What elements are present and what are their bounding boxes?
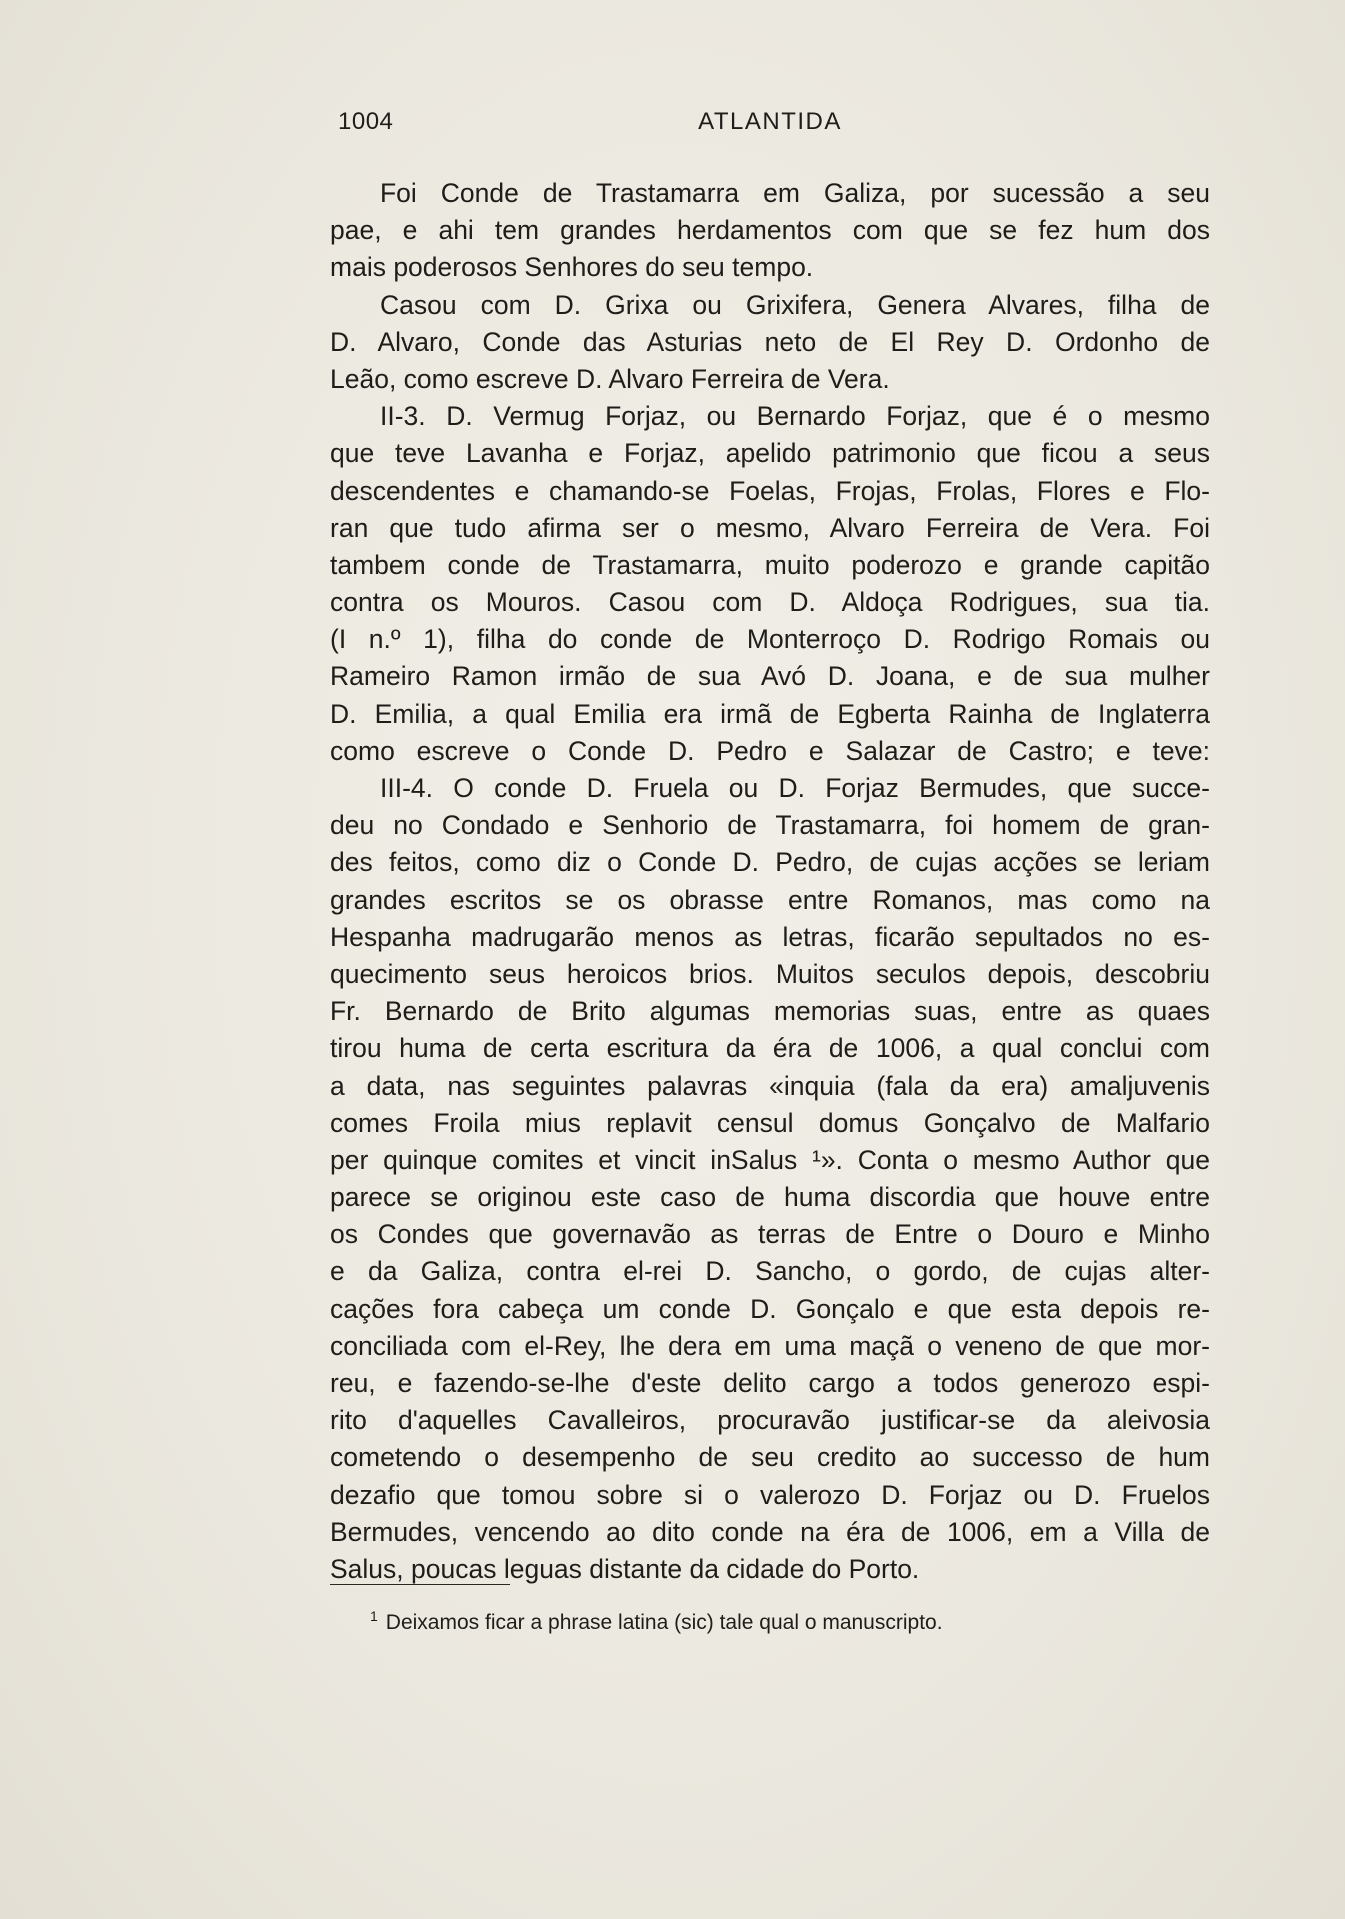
- text-line: grandes escritos se os obrasse entre Romanos, mas como na: [330, 884, 1210, 915]
- text-line: Salus, poucas leguas distante da cidade do Porto.: [330, 1553, 920, 1584]
- text-line: des feitos, como diz o Conde D. Pedro, de cujas acções se leriam: [330, 847, 1210, 878]
- text-line: que teve Lavanha e Forjaz, apelido patrimonio que ficou a seus: [330, 438, 1210, 469]
- text-line: descendentes e chamando-se Foelas, Frojas, Frolas, Flores e Flo-: [330, 475, 1210, 506]
- text-line: ran que tudo afirma ser o mesmo, Alvaro Ferreira de Vera. Foi: [330, 512, 1210, 543]
- text-line: dezafio que tomou sobre si o valerozo D. Forjaz ou D. Fruelos: [330, 1479, 1210, 1510]
- text-line: D. Emilia, a qual Emilia era irmã de Egberta Rainha de Inglaterra: [330, 698, 1210, 729]
- page-number: 1004: [338, 108, 394, 135]
- body-text: [330, 175, 1210, 1588]
- text-line: rito d'aquelles Cavalleiros, procuravão justificar-se da aleivosia: [330, 1405, 1210, 1436]
- footnote-text: Deixamos ficar a phrase latina (sic) tale qual o manuscripto.: [385, 1611, 943, 1634]
- text-line: quecimento seus heroicos brios. Muitos seculos depois, descobriu: [330, 958, 1210, 989]
- text-line: os Condes que governavão as terras de Entre o Douro e Minho: [330, 1219, 1210, 1250]
- text-line: cações fora cabeça um conde D. Gonçalo e que esta depois re-: [330, 1293, 1210, 1324]
- text-line: contra os Mouros. Casou com D. Aldoça Rodrigues, sua tia.: [330, 587, 1210, 618]
- text-line: conciliada com el-Rey, lhe dera em uma maçã o veneno de que mor-: [330, 1330, 1210, 1361]
- text-line: Fr. Bernardo de Brito algumas memorias suas, entre as quaes: [330, 996, 1210, 1027]
- text-line: tirou huma de certa escritura da éra de 1006, a qual conclui com: [330, 1033, 1210, 1064]
- text-line: tambem conde de Trastamarra, muito poderozo e grande capitão: [330, 549, 1210, 580]
- text-line: como escreve o Conde D. Pedro e Salazar de Castro; e teve:: [330, 735, 1210, 766]
- footnote-divider: [330, 1584, 510, 1585]
- text-line: parece se originou este caso de huma discordia que houve entre: [330, 1182, 1210, 1213]
- page-header: [330, 108, 1210, 142]
- text-line: per quinque comites et vincit inSalus ¹». Conta o mesmo Author que: [330, 1144, 1210, 1175]
- footnote: [370, 1602, 1210, 1637]
- text-line: reu, e fazendo-se-lhe d'este delito cargo a todos generozo espi-: [330, 1368, 1210, 1398]
- text-line: D. Alvaro, Conde das Asturias neto de El Rey D. Ordonho de: [330, 326, 1210, 357]
- text-line: cometendo o desempenho de seu credito ao successo de hum: [330, 1442, 1210, 1473]
- text-line: Leão, como escreve D. Alvaro Ferreira de Vera.: [330, 363, 890, 394]
- text-line: II-3. D. Vermug Forjaz, ou Bernardo Forjaz, que é o mesmo: [380, 401, 1210, 432]
- text-line: III-4. O conde D. Fruela ou D. Forjaz Bermudes, que succe-: [380, 773, 1210, 803]
- text-line: Bermudes, vencendo ao dito conde na éra de 1006, em a Villa de: [330, 1516, 1210, 1547]
- text-line: Casou com D. Grixa ou Grixifera, Genera Alvares, filha de: [380, 289, 1210, 320]
- running-title: ATLANTIDA: [698, 108, 842, 135]
- text-line: deu no Condado e Senhorio de Trastamarra, foi homem de gran-: [330, 810, 1210, 841]
- text-line: a data, nas seguintes palavras «inquia (fala da era) amaljuvenis: [330, 1070, 1210, 1101]
- text-line: mais poderosos Senhores do seu tempo.: [330, 252, 814, 283]
- text-line: comes Froila mius replavit censul domus Gonçalvo de Malfario: [330, 1107, 1210, 1138]
- footnote-mark: 1: [370, 1608, 378, 1624]
- text-line: pae, e ahi tem grandes herdamentos com que se fez hum dos: [330, 215, 1210, 246]
- text-line: e da Galiza, contra el-rei D. Sancho, o gordo, de cujas alter-: [330, 1256, 1210, 1287]
- text-line: (I n.º 1), filha do conde de Monterroço D. Rodrigo Romais ou: [330, 624, 1210, 655]
- text-line: Hespanha madrugarão menos as letras, ficarão sepultados no es-: [330, 921, 1210, 952]
- text-line: Foi Conde de Trastamarra em Galiza, por sucessão a seu: [380, 178, 1210, 208]
- text-line: Rameiro Ramon irmão de sua Avó D. Joana, e de sua mulher: [330, 661, 1210, 692]
